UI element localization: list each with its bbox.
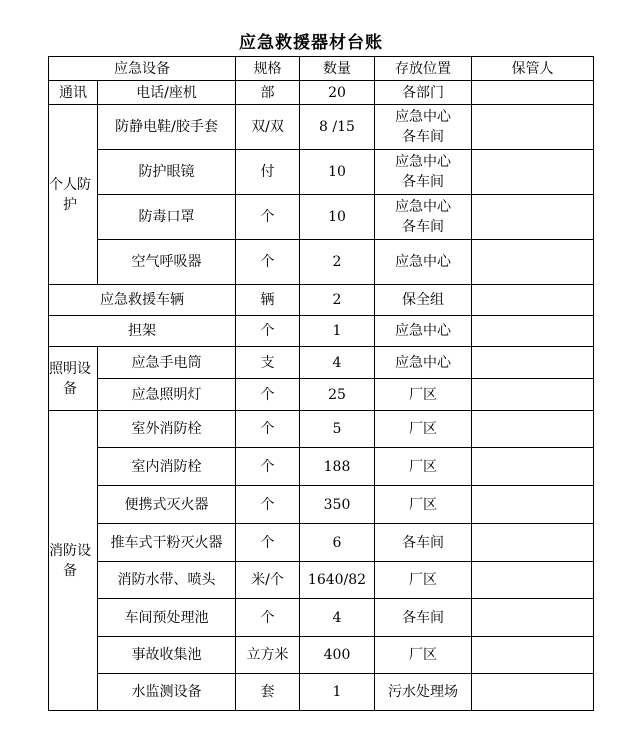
keeper-cell	[472, 240, 594, 285]
location-cell: 厂区	[375, 486, 472, 524]
table-row	[49, 562, 594, 599]
spec-cell: 个	[236, 316, 300, 347]
quantity-cell: 20	[300, 81, 375, 105]
equipment-name: 应急照明灯	[98, 379, 236, 411]
equipment-name: 应急手电筒	[98, 347, 236, 379]
table-row	[49, 81, 594, 105]
equipment-name: 防静电鞋/胶手套	[98, 105, 236, 150]
keeper-cell	[472, 105, 594, 150]
quantity-cell: 10	[300, 195, 375, 240]
keeper-cell	[472, 347, 594, 379]
spec-cell: 辆	[236, 285, 300, 316]
keeper-cell	[472, 379, 594, 411]
spec-cell: 立方米	[236, 637, 300, 674]
table-row	[49, 486, 594, 524]
spec-cell: 个	[236, 411, 300, 448]
quantity-cell: 188	[300, 448, 375, 486]
keeper-cell	[472, 562, 594, 599]
table-row	[49, 195, 594, 240]
quantity-cell: 25	[300, 379, 375, 411]
keeper-cell	[472, 285, 594, 316]
quantity-cell: 5	[300, 411, 375, 448]
table-row	[49, 411, 594, 448]
quantity-cell: 1640/82	[300, 562, 375, 599]
category-label: 照明设备	[49, 347, 98, 411]
location-cell: 厂区	[375, 562, 472, 599]
quantity-cell: 6	[300, 524, 375, 562]
location-cell: 保全组	[375, 285, 472, 316]
location-cell: 各车间	[375, 599, 472, 637]
spec-cell: 个	[236, 599, 300, 637]
spec-cell: 个	[236, 379, 300, 411]
location-cell: 应急中心	[375, 347, 472, 379]
keeper-cell	[472, 150, 594, 195]
equipment-name: 电话/座机	[98, 81, 236, 105]
quantity-cell: 350	[300, 486, 375, 524]
header-spec: 规格	[236, 57, 300, 81]
spec-cell: 个	[236, 448, 300, 486]
table-row	[49, 379, 594, 411]
location-cell: 应急中心 各车间	[375, 195, 472, 240]
equipment-name: 防毒口罩	[98, 195, 236, 240]
header-quantity: 数量	[300, 57, 375, 81]
location-cell: 厂区	[375, 411, 472, 448]
table-row	[49, 637, 594, 674]
header-row	[49, 57, 594, 81]
table-row	[49, 674, 594, 711]
keeper-cell	[472, 524, 594, 562]
spec-cell: 个	[236, 240, 300, 285]
equipment-name: 推车式干粉灭火器	[98, 524, 236, 562]
location-cell: 应急中心	[375, 316, 472, 347]
location-cell: 厂区	[375, 448, 472, 486]
keeper-cell	[472, 81, 594, 105]
keeper-cell	[472, 411, 594, 448]
location-cell: 各车间	[375, 524, 472, 562]
header-keeper: 保管人	[472, 57, 594, 81]
equipment-name: 应急救援车辆	[49, 285, 236, 316]
equipment-name: 事故收集池	[98, 637, 236, 674]
equipment-name: 水监测设备	[98, 674, 236, 711]
quantity-cell: 1	[300, 316, 375, 347]
table-row	[49, 524, 594, 562]
location-cell: 污水处理场	[375, 674, 472, 711]
table-row	[49, 240, 594, 285]
table-row	[49, 285, 594, 316]
spec-cell: 米/个	[236, 562, 300, 599]
equipment-name: 便携式灭火器	[98, 486, 236, 524]
spec-cell: 双/双	[236, 105, 300, 150]
equipment-ledger-table	[48, 56, 594, 711]
equipment-name: 空气呼吸器	[98, 240, 236, 285]
table-body	[49, 57, 594, 711]
location-cell: 各部门	[375, 81, 472, 105]
equipment-name: 担架	[49, 316, 236, 347]
quantity-cell: 400	[300, 637, 375, 674]
header-location: 存放位置	[375, 57, 472, 81]
table-row	[49, 105, 594, 150]
equipment-name: 室外消防栓	[98, 411, 236, 448]
document-title: 应急救援器材台账	[239, 33, 383, 53]
keeper-cell	[472, 486, 594, 524]
spec-cell: 支	[236, 347, 300, 379]
keeper-cell	[472, 674, 594, 711]
table-row	[49, 599, 594, 637]
quantity-cell: 4	[300, 599, 375, 637]
keeper-cell	[472, 637, 594, 674]
location-cell: 应急中心 各车间	[375, 150, 472, 195]
category-label: 通讯	[49, 81, 98, 105]
table-row	[49, 347, 594, 379]
keeper-cell	[472, 599, 594, 637]
equipment-name: 消防水带、喷头	[98, 562, 236, 599]
category-label: 个人防护	[49, 105, 98, 285]
quantity-cell: 8 /15	[300, 105, 375, 150]
equipment-name: 室内消防栓	[98, 448, 236, 486]
table-row	[49, 316, 594, 347]
spec-cell: 个	[236, 524, 300, 562]
header-equipment: 应急设备	[49, 57, 236, 81]
equipment-name: 防护眼镜	[98, 150, 236, 195]
location-cell: 应急中心 各车间	[375, 105, 472, 150]
quantity-cell: 10	[300, 150, 375, 195]
category-label: 消防设备	[49, 411, 98, 711]
keeper-cell	[472, 195, 594, 240]
spec-cell: 个	[236, 486, 300, 524]
quantity-cell: 2	[300, 285, 375, 316]
keeper-cell	[472, 316, 594, 347]
spec-cell: 个	[236, 195, 300, 240]
location-cell: 应急中心	[375, 240, 472, 285]
equipment-name: 车间预处理池	[98, 599, 236, 637]
quantity-cell: 2	[300, 240, 375, 285]
location-cell: 厂区	[375, 637, 472, 674]
table-row	[49, 448, 594, 486]
spec-cell: 部	[236, 81, 300, 105]
table-row	[49, 150, 594, 195]
spec-cell: 套	[236, 674, 300, 711]
keeper-cell	[472, 448, 594, 486]
location-cell: 厂区	[375, 379, 472, 411]
quantity-cell: 1	[300, 674, 375, 711]
spec-cell: 付	[236, 150, 300, 195]
quantity-cell: 4	[300, 347, 375, 379]
